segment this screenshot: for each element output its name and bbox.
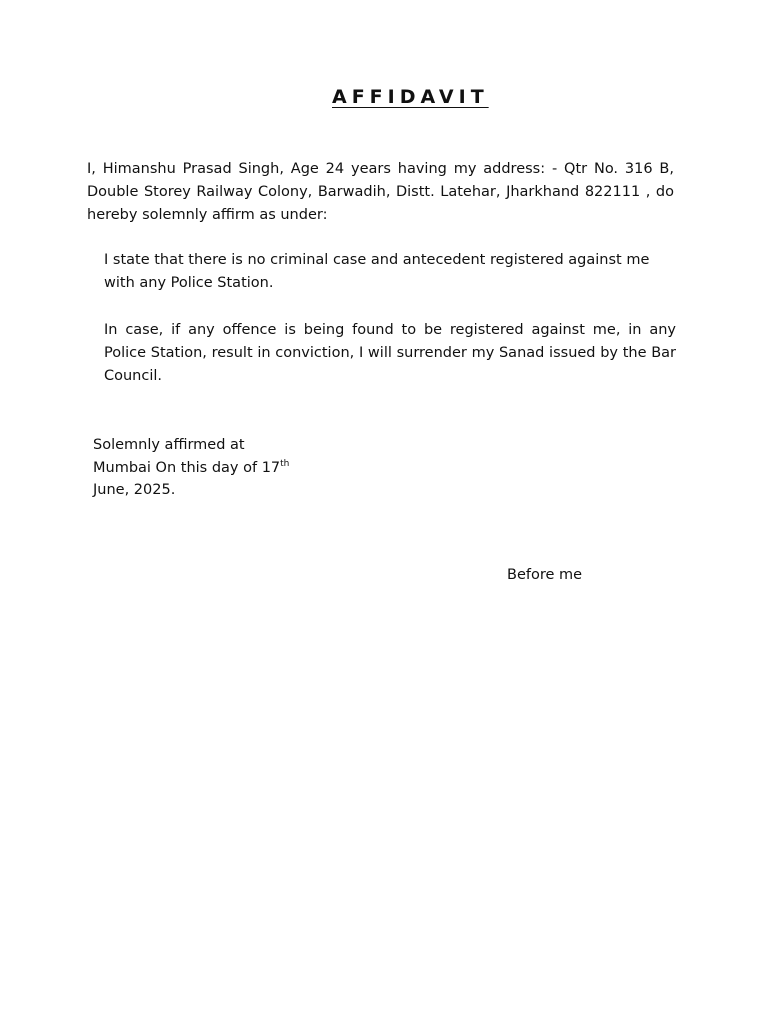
before-me-label: Before me (507, 567, 583, 583)
affirmation-block (93, 434, 289, 502)
intro-paragraph: I, Himanshu Prasad Singh, Age 24 years having my address: - Qtr No. 316 B, Double Storey Railway Colony, Barwadih, Distt. Latehar, Jharkhand 822111 , do hereby solemnly affirm as under: (87, 161, 674, 223)
affirmation-line-3: June, 2025. (93, 482, 176, 498)
affirmation-date-text: Mumbai On this day of 17 (93, 459, 281, 476)
ordinal-suffix: th (280, 458, 290, 469)
affirmation-line-1: Solemnly affirmed at (93, 437, 245, 453)
clause-no-criminal-case: I state that there is no criminal case and antecedent registered against me with any Police Station. (104, 252, 650, 291)
document-title: AFFIDAVIT (332, 86, 489, 108)
affirmation-line-2 (93, 457, 289, 480)
clause-surrender-sanad: In case, if any offence is being found to be registered against me, in any Police Station, result in conviction, I will surrender my Sanad issued by the Bar Council. (104, 322, 676, 384)
